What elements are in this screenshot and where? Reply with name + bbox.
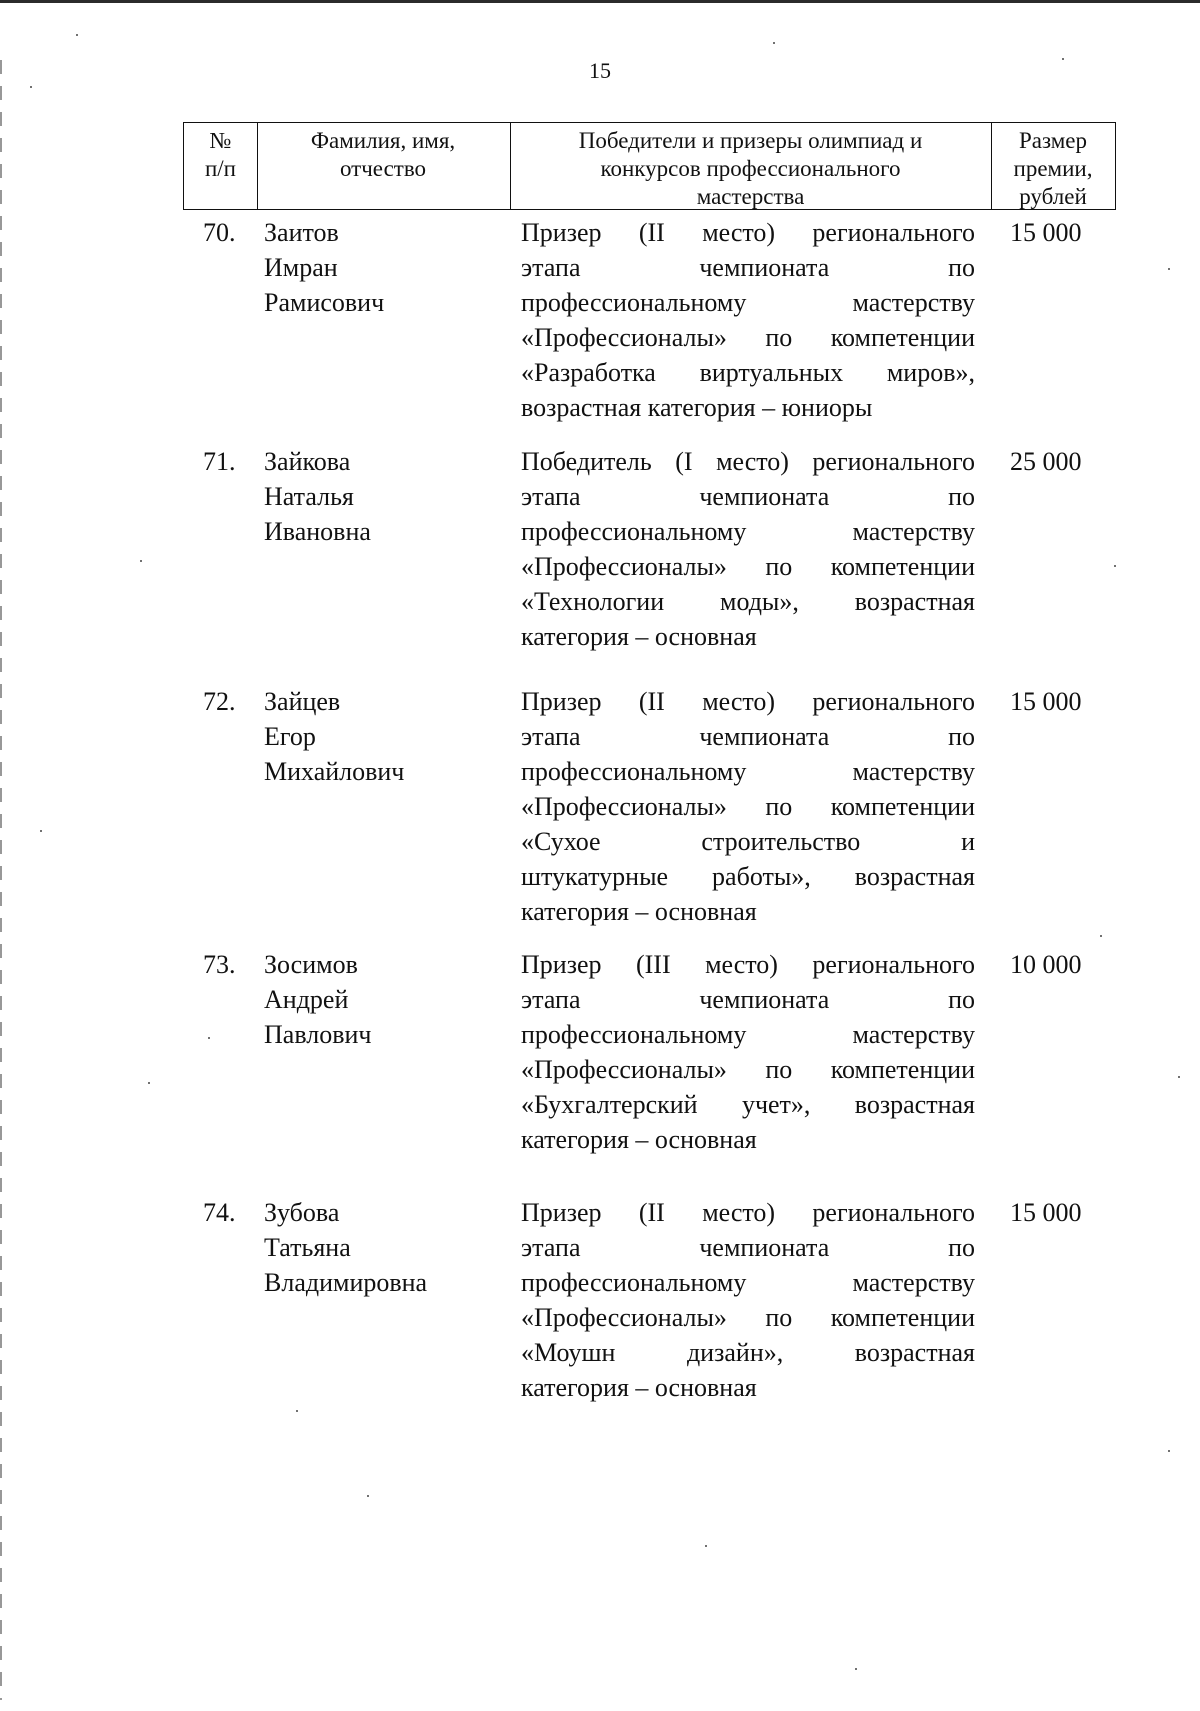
header-description-line: мастерства <box>696 184 805 209</box>
description-line: этапа чемпионата по <box>521 722 975 751</box>
award-amount: 15 000 <box>1010 1198 1082 1227</box>
description-line: категория – основная <box>521 1373 757 1402</box>
description-line: этапа чемпионата по <box>521 482 975 511</box>
award-amount: 25 000 <box>1010 447 1082 476</box>
surname: Зосимов <box>264 950 358 979</box>
description-line: этапа чемпионата по <box>521 1233 975 1262</box>
person-name <box>264 1195 494 1300</box>
scan-speck <box>1168 268 1170 270</box>
description-line: категория – основная <box>521 1125 757 1154</box>
first-name: Егор <box>264 722 316 751</box>
description-line: этапа чемпионата по <box>521 985 975 1014</box>
scan-speck <box>1114 565 1116 567</box>
header-name-line: Фамилия, имя, <box>310 128 456 153</box>
description-line: категория – основная <box>521 897 757 926</box>
scan-speck <box>773 42 775 44</box>
row-number: 74. <box>203 1198 236 1227</box>
description-line: «Профессионалы» по компетенции <box>521 792 975 821</box>
person-name <box>264 215 494 320</box>
row-number: 73. <box>203 950 236 979</box>
description-line: «Профессионалы» по компетенции <box>521 1303 975 1332</box>
description-line: Призер (II место) регионального <box>521 218 975 247</box>
header-description-line: Победители и призеры олимпиад и <box>578 128 923 153</box>
scan-border-top <box>0 0 1200 3</box>
description-line: профессиональному мастерству <box>521 1020 975 1049</box>
scan-speck <box>208 1037 210 1039</box>
description-line: Призер (II место) регионального <box>521 1198 975 1227</box>
achievement-description <box>521 215 975 425</box>
description-line: «Технологии моды», возрастная <box>521 587 975 616</box>
scan-speck <box>30 86 32 88</box>
description-line: Призер (III место) регионального <box>521 950 975 979</box>
description-line: штукатурные работы», возрастная <box>521 862 975 891</box>
patronymic: Ивановна <box>264 517 371 546</box>
first-name: Наталья <box>264 482 354 511</box>
header-description <box>510 122 992 210</box>
header-amount <box>991 122 1116 210</box>
achievement-description <box>521 684 975 929</box>
header-description-line: конкурсов профессионального <box>600 156 901 181</box>
header-name-line: отчество <box>339 156 427 181</box>
row-number: 72. <box>203 687 236 716</box>
scan-speck <box>148 1082 150 1084</box>
patronymic: Рамисович <box>264 288 385 317</box>
description-line: «Разработка виртуальных миров», <box>521 358 975 387</box>
description-line: профессиональному мастерству <box>521 288 975 317</box>
description-line: этапа чемпионата по <box>521 253 975 282</box>
row-number: 71. <box>203 447 236 476</box>
first-name: Татьяна <box>264 1233 351 1262</box>
scan-speck <box>140 560 142 562</box>
surname: Зубова <box>264 1198 340 1227</box>
description-line: «Бухгалтерский учет», возрастная <box>521 1090 975 1119</box>
patronymic: Михайлович <box>264 757 405 786</box>
header-number-line: п/п <box>204 156 236 181</box>
first-name: Имран <box>264 253 338 282</box>
description-line: профессиональному мастерству <box>521 517 975 546</box>
patronymic: Павлович <box>264 1020 372 1049</box>
award-amount: 15 000 <box>1010 687 1082 716</box>
row-number: 70. <box>203 218 236 247</box>
scan-speck <box>855 1668 857 1670</box>
achievement-description <box>521 947 975 1157</box>
description-line: профессиональному мастерству <box>521 757 975 786</box>
header-name <box>256 122 511 210</box>
description-line: «Профессионалы» по компетенции <box>521 323 975 352</box>
scan-speck <box>367 1495 369 1497</box>
surname: Зайкова <box>264 447 351 476</box>
award-amount: 10 000 <box>1010 950 1082 979</box>
scan-speck <box>1168 1450 1170 1452</box>
header-number-line: № <box>209 128 232 153</box>
first-name: Андрей <box>264 985 349 1014</box>
scan-speck <box>705 1545 707 1547</box>
scan-speck <box>1100 935 1102 937</box>
description-line: категория – основная <box>521 622 757 651</box>
surname: Зайцев <box>264 687 341 716</box>
scan-speck <box>296 1410 298 1412</box>
description-line: Победитель (I место) регионального <box>521 447 975 476</box>
description-line: возрастная категория – юниоры <box>521 393 873 422</box>
achievement-description <box>521 444 975 654</box>
header-number <box>183 122 258 210</box>
scan-speck <box>1062 58 1064 60</box>
page-number: 15 <box>589 58 611 83</box>
header-amount-line: премии, <box>1013 156 1093 181</box>
header-amount-line: рублей <box>1019 184 1087 209</box>
description-line: «Сухое строительство и <box>521 827 975 856</box>
person-name <box>264 947 494 1052</box>
patronymic: Владимировна <box>264 1268 428 1297</box>
surname: Заитов <box>264 218 339 247</box>
scan-speck <box>40 830 42 832</box>
scan-speck <box>76 34 78 36</box>
header-amount-line: Размер <box>1018 128 1088 153</box>
scan-speck <box>1178 1076 1180 1078</box>
description-line: Призер (II место) регионального <box>521 687 975 716</box>
award-amount: 15 000 <box>1010 218 1082 247</box>
person-name <box>264 444 494 549</box>
description-line: «Моушн дизайн», возрастная <box>521 1338 975 1367</box>
description-line: «Профессионалы» по компетенции <box>521 552 975 581</box>
achievement-description <box>521 1195 975 1405</box>
description-line: профессиональному мастерству <box>521 1268 975 1297</box>
description-line: «Профессионалы» по компетенции <box>521 1055 975 1084</box>
person-name <box>264 684 494 789</box>
scan-border-left <box>0 60 2 1700</box>
